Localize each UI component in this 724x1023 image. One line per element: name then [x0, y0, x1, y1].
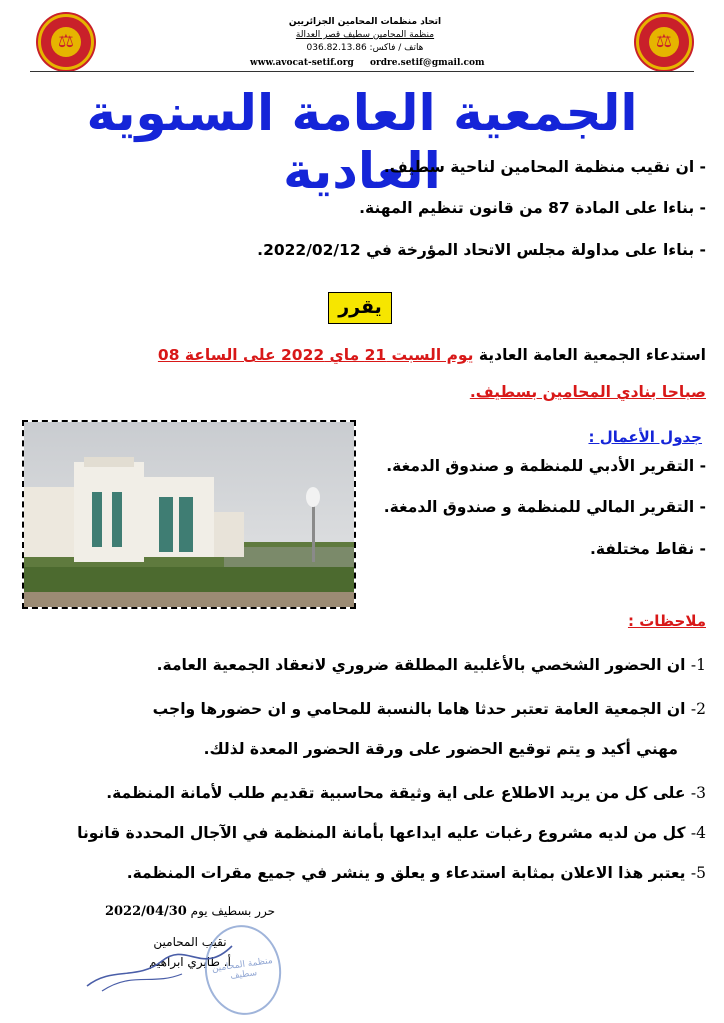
note-text: على كل من يريد الاطلاع على اية وثيقة محاسبية تقديم طلب لأمانة المنظمة. [106, 784, 686, 802]
note-number: 3- [690, 784, 706, 802]
header-union-name: اتحاد منظمات المحامين الجزائريين [288, 17, 442, 27]
header-website[interactable]: www.avocat-setif.org [250, 58, 354, 68]
note-number: 5- [690, 864, 706, 882]
signature-role: نقيب المحامين [153, 935, 227, 949]
decides-heading: يقرر [328, 292, 392, 324]
preamble-line-2: - بناءا على المادة 87 من قانون تنظيم المهنة. [359, 199, 706, 217]
header-email[interactable]: ordre.setif@gmail.com [370, 58, 485, 68]
left-seal-icon: ⚖ [38, 14, 94, 70]
note-text: ان الحضور الشخصي بالأغلبية المطلقة ضروري لانعقاد الجمعية العامة. [156, 656, 686, 674]
agenda-item-3: - نقاط مختلفة. [590, 540, 706, 558]
note-number: 2- [690, 700, 706, 718]
convocation-line-1 [24, 346, 706, 364]
agenda-heading: جدول الأعمال : [588, 428, 702, 446]
convocation-place: صباحا بنادي المحامين بسطيف. [469, 383, 706, 401]
signature-place-date [100, 904, 280, 919]
note-text: كل من لديه مشروع رغبات عليه ايداعها بأمانة المنظمة في الآجال المحددة قانونا [77, 824, 686, 842]
note-number: 4- [690, 824, 706, 842]
header-divider [30, 71, 694, 72]
note-text: ان الجمعية العامة تعتبر حدثا هاما بالنسبة للمحامي و ان حضورها واجب [152, 700, 686, 718]
note-item-4 [24, 824, 706, 842]
note-item-3 [24, 784, 706, 802]
note-item-1 [24, 656, 706, 674]
signature-place: حرر بسطيف يوم [190, 904, 276, 918]
preamble-line-3: - بناءا على مداولة مجلس الاتحاد المؤرخة في 2022/02/12. [257, 241, 706, 259]
note-text: يعتبر هذا الاعلان بمثابة استدعاء و يعلق و ينشر في جميع مقرات المنظمة. [126, 864, 686, 882]
note-item-2-continuation: مهني أكيد و يتم توقيع الحضور على ورقة الحضور المعدة لذلك. [203, 740, 678, 758]
note-number: 1- [690, 656, 706, 674]
agenda-item-2: - التقرير المالي للمنظمة و صندوق الدمغة. [383, 498, 706, 516]
note-item-2 [24, 700, 706, 718]
agenda-item-1: - التقرير الأدبي للمنظمة و صندوق الدمغة. [386, 457, 706, 475]
header-phone: هاتف / فاكس: 036.82.13.86 [306, 43, 424, 53]
handwritten-signature-icon [82, 936, 242, 996]
courthouse-photo [22, 420, 356, 609]
note-item-5 [24, 864, 706, 882]
right-seal-icon: ⚖ [636, 14, 692, 70]
notes-heading: ملاحظات : [627, 612, 706, 630]
stamp-text: منظمة المحامين سطيف [211, 955, 274, 982]
signature-date: 2022/04/30 [104, 904, 187, 919]
convocation-lead: استدعاء الجمعية العامة العادية [478, 346, 706, 364]
convocation-date-time: يوم السبت 21 ماي 2022 على الساعة 08 [157, 346, 474, 364]
page-title: الجمعية العامة السنوية العادية [86, 84, 638, 200]
preamble-line-1: - ان نقيب منظمة المحامين لناحية سطيف. [383, 158, 706, 176]
header-org-name: منظمة المحامين سطيف قصر العدالة [295, 30, 435, 40]
signature-name: أ. طايري ابراهيم [149, 955, 231, 969]
